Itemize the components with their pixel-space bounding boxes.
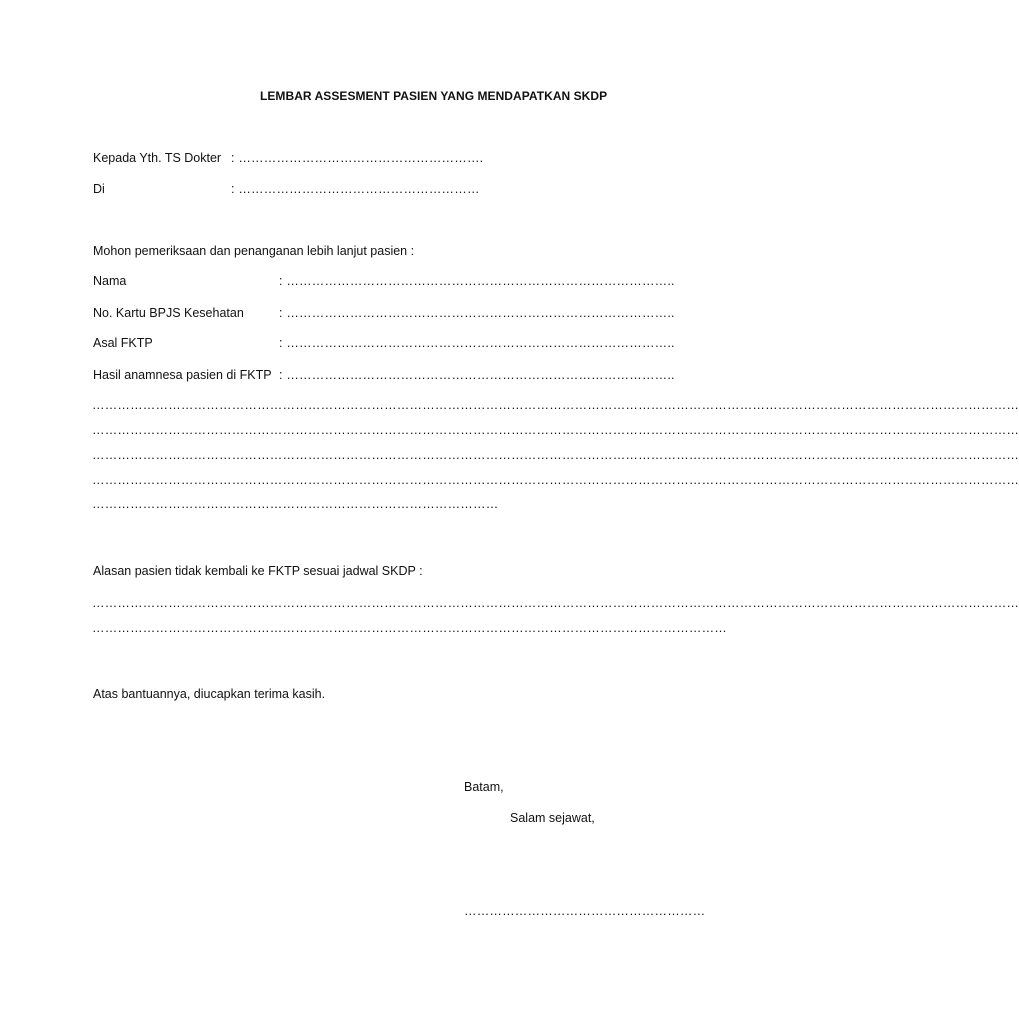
field-label-anamnesa: Hasil anamnesa pasien di FKTP	[93, 368, 272, 382]
di-label: Di	[93, 182, 105, 196]
field-label-bpjs: No. Kartu BPJS Kesehatan	[93, 306, 244, 320]
anamnesa-line: …………………………………………………………………………………………………………………………………………………………………………………………………	[92, 473, 1019, 487]
field-value-nama: : ………………………………………………………………………………..	[279, 274, 675, 288]
signature-place: Batam,	[464, 780, 504, 794]
closing-text: Atas bantuannya, diucapkan terima kasih.	[93, 687, 326, 701]
document-title: LEMBAR ASSESMENT PASIEN YANG MENDAPATKAN SKDP	[260, 89, 608, 103]
field-value-bpjs: : ………………………………………………………………………………..	[279, 306, 675, 320]
field-value-anamnesa: : ………………………………………………………………………………..	[279, 368, 675, 382]
anamnesa-line: …………………………………………………………………………………………………………………………………………………………………………………………………	[92, 398, 1019, 412]
signature-line: …………………………………………………	[464, 904, 706, 918]
field-value-fktp: : ………………………………………………………………………………..	[279, 336, 675, 350]
recipient-label: Kepada Yth. TS Dokter	[93, 151, 222, 165]
di-value: : …………………………………………………	[231, 182, 480, 196]
field-label-fktp: Asal FKTP	[93, 336, 153, 350]
anamnesa-line: …………………………………………………………………………………………………………………………………………………………………………………………………	[92, 423, 1019, 437]
signature-greeting: Salam sejawat,	[510, 811, 595, 825]
recipient-value: : ………………………………………………….	[231, 151, 484, 165]
reason-line: …………………………………………………………………………………………………………………………………………………………………………………………………	[92, 596, 1019, 610]
anamnesa-line: …………………………………………………………………………………………………………………………………………………………………………………………………	[92, 448, 1019, 462]
field-label-nama: Nama	[93, 274, 127, 288]
reason-line: ……………………………………………………………………………………………………………………………………	[92, 621, 727, 635]
request-text: Mohon pemeriksaan dan penanganan lebih lanjut pasien :	[93, 244, 415, 258]
reason-label: Alasan pasien tidak kembali ke FKTP sesuai jadwal SKDP :	[93, 564, 423, 578]
anamnesa-line: ……………………………………………………………………………………	[92, 497, 499, 511]
